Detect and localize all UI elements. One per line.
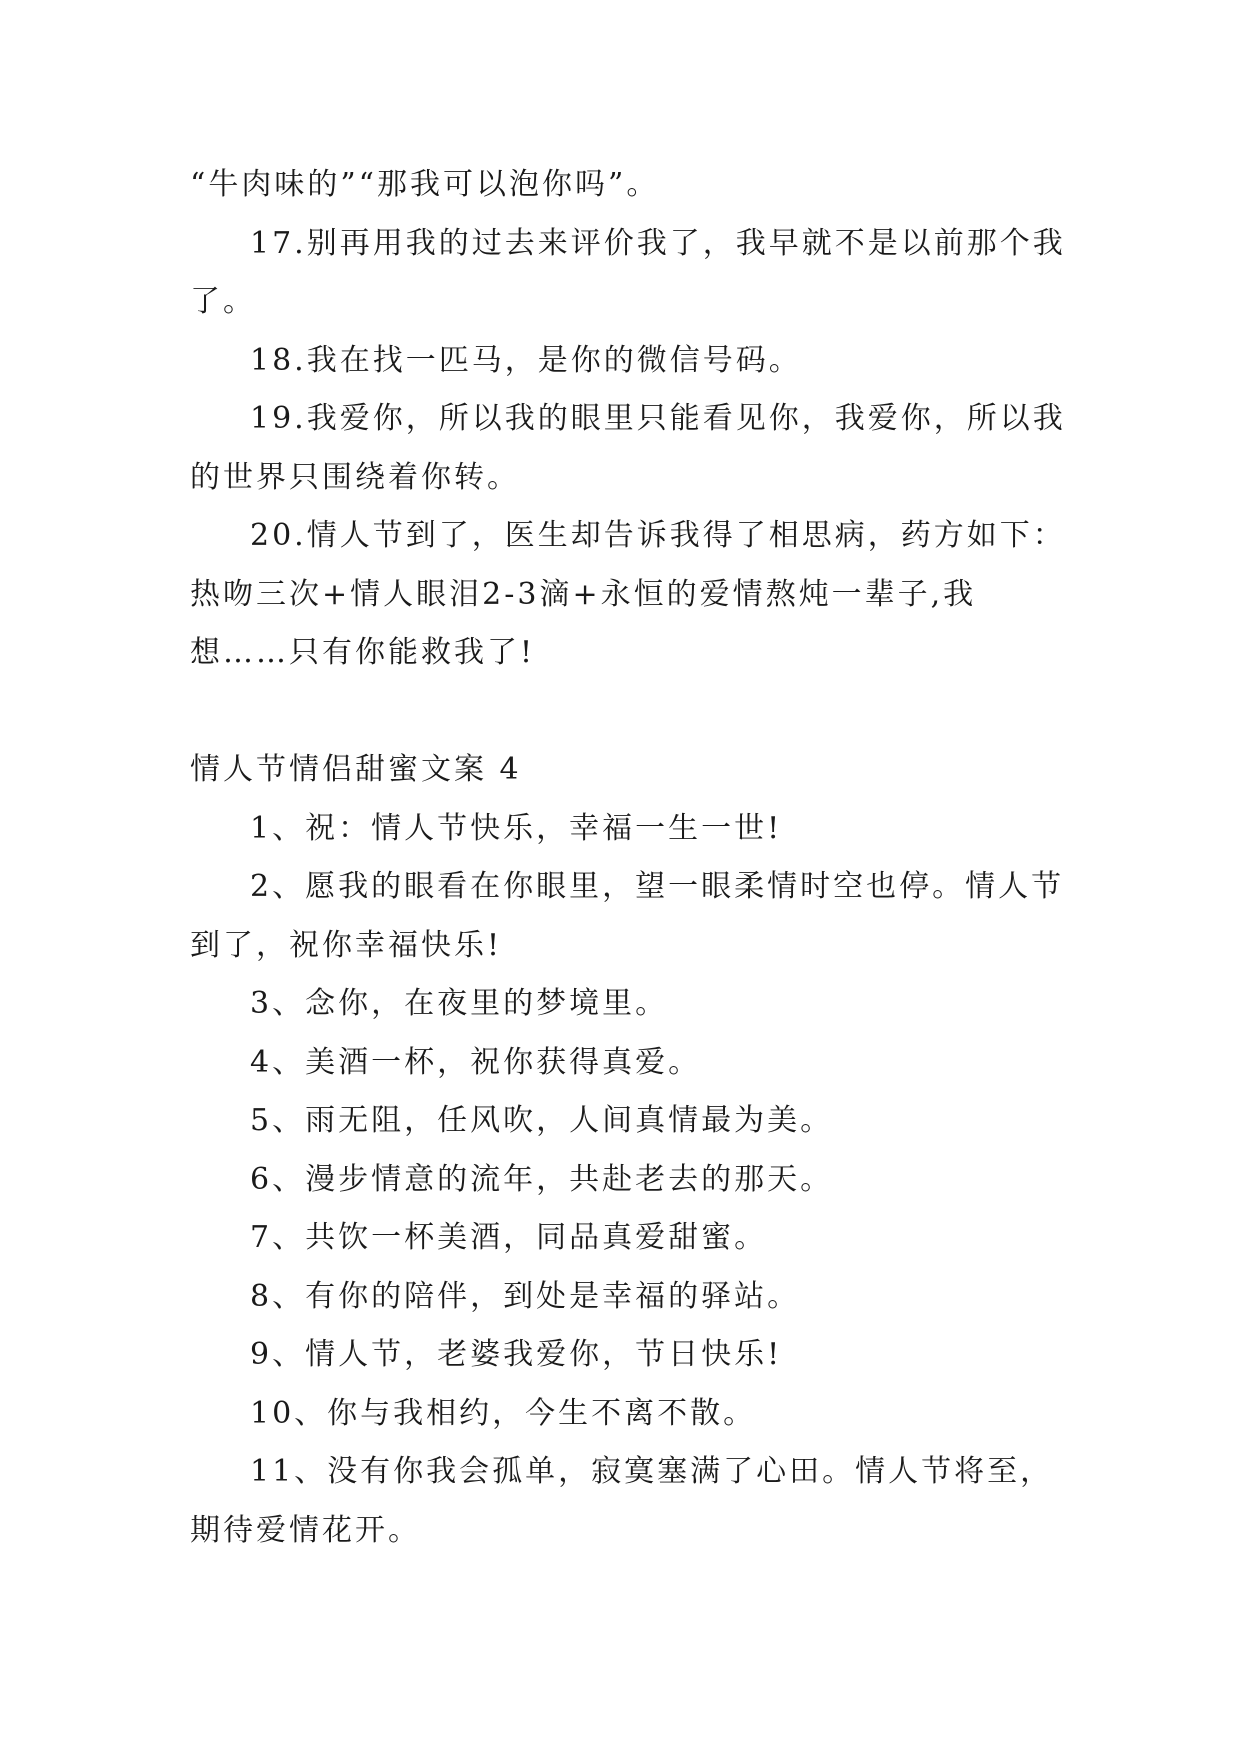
- list-item: 11、没有你我会孤单，寂寞塞满了心田。情人节将至，期待爱情花开。: [190, 1454, 1054, 1548]
- paragraph: 18.我在找一匹马，是你的微信号码。: [250, 342, 802, 378]
- list-item: 9、情人节，老婆我爱你，节日快乐!: [250, 1337, 783, 1372]
- paragraph: “牛肉味的”“那我可以泡你吗”。: [190, 167, 660, 202]
- list-item: 3、念你，在夜里的梦境里。: [250, 986, 669, 1021]
- paragraph: 20.情人节到了，医生却告诉我得了相思病，药方如下：热吻三次+情人眼泪2-3滴+永恒的爱情熬炖一辈子,我想……只有你能救我了!: [190, 518, 1066, 670]
- list-item: 10、你与我相约，今生不离不散。: [250, 1395, 757, 1431]
- document-body: [190, 156, 1070, 1560]
- list-item: 7、共饮一杯美酒，同品真爱甜蜜。: [250, 1220, 768, 1255]
- list-item: 8、有你的陪伴，到处是幸福的驿站。: [250, 1278, 801, 1314]
- list-item: 4、美酒一杯，祝你获得真爱。: [250, 1044, 702, 1080]
- list-item: 1、祝：情人节快乐，幸福一生一世!: [250, 810, 783, 846]
- list-item: 6、漫步情意的流年，共赴老去的那天。: [250, 1161, 834, 1197]
- section-title: 情人节情侣甜蜜文案 4: [190, 752, 522, 787]
- paragraph: 17.别再用我的过去来评价我了，我早就不是以前那个我了。: [190, 225, 1066, 319]
- list-item: 5、雨无阻，任风吹，人间真情最为美。: [250, 1103, 834, 1138]
- list-item: 2、愿我的眼看在你眼里，望一眼柔情时空也停。情人节到了，祝你幸福快乐!: [190, 869, 1065, 963]
- paragraph: 19.我爱你，所以我的眼里只能看见你，我爱你，所以我的世界只围绕着你转。: [190, 401, 1066, 495]
